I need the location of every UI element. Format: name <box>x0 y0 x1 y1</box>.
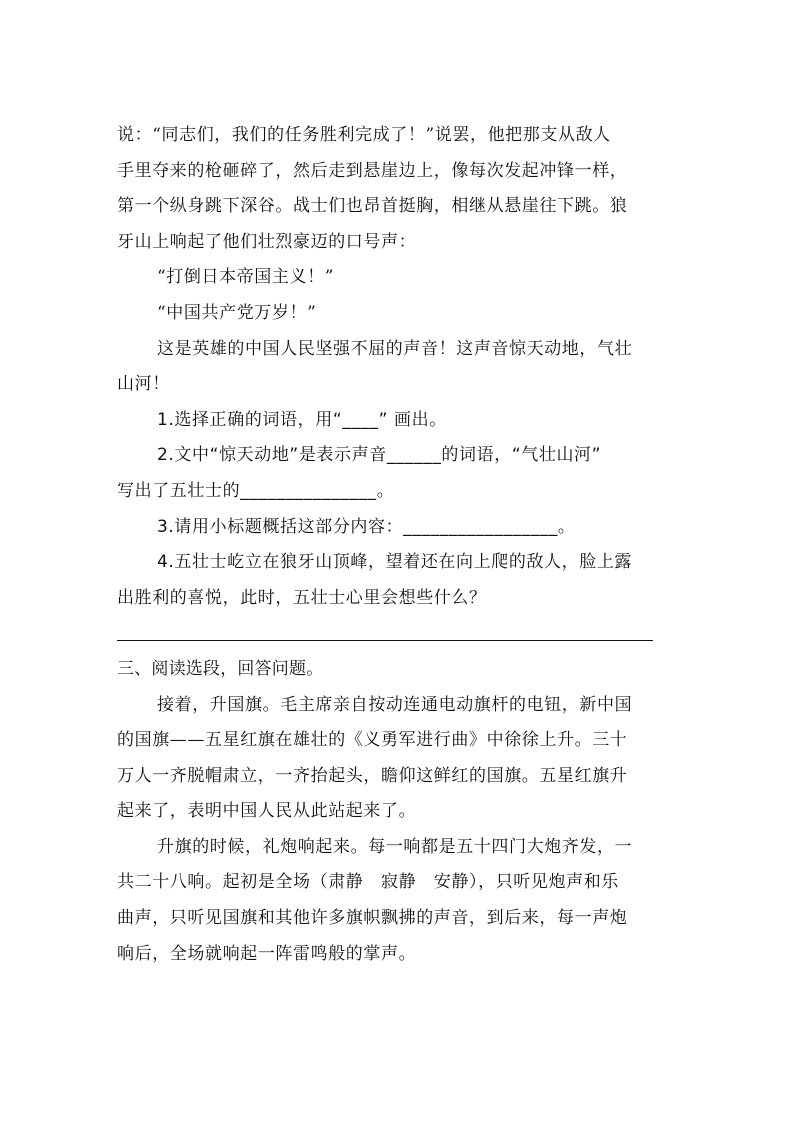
question-4: 4.五壮士屹立在狼牙山顶峰，望着还在向上爬的敌人，脸上露 <box>157 552 633 573</box>
worksheet-page <box>117 118 677 972</box>
question-2: 2.文中“惊天动地”是表示声音______的词语，“气壮山河” <box>157 445 602 466</box>
passage-line: 的国旗——五星红旗在雄壮的《义勇军进行曲》中徐徐上升。三十 <box>117 730 628 751</box>
passage-two <box>117 688 677 973</box>
slogan-two: “中国共产党万岁！” <box>157 302 317 323</box>
question-4-continued: 出胜利的喜悦，此时，五壮士心里会想些什么？ <box>117 587 487 608</box>
passage-line: 起来了，表明中国人民从此站起来了。 <box>117 801 417 822</box>
passage-one <box>117 118 677 403</box>
answer-rule <box>117 640 653 641</box>
slogan-one: “打倒日本帝国主义！” <box>157 267 334 288</box>
section-three-title: 三、阅读选段，回答问题。 <box>117 658 324 679</box>
passage-line: 手里夺来的枪砸碎了，然后走到悬崖边上，像每次发起冲锋一样， <box>117 160 628 181</box>
passage-line: 牙山上响起了他们壮烈豪迈的口号声： <box>117 231 417 252</box>
passage-line: 这是英雄的中国人民坚强不屈的声音！这声音惊天动地，气壮 <box>157 338 633 359</box>
passage-line: 说：“同志们，我们的任务胜利完成了！”说罢，他把那支从敌人 <box>117 125 611 145</box>
passage-line: 共二十八响。起初是全场（肃静 寂静 安静），只听见炮声和乐 <box>117 872 619 893</box>
passage-line: 接着，升国旗。毛主席亲自按动连通电动旗杆的电钮，新中国 <box>157 694 633 715</box>
question-1: 1.选择正确的词语，用“____” 画出。 <box>157 409 447 430</box>
question-3: 3.请用小标题概括这部分内容：_________________。 <box>157 516 576 537</box>
answer-line[interactable] <box>117 616 677 652</box>
passage-line: 山河！ <box>117 374 170 395</box>
passage-line: 第一个纵身跳下深谷。战士们也昂首挺胸，相继从悬崖往下跳。狼 <box>117 196 628 217</box>
questions <box>117 403 677 652</box>
passage-line: 万人一齐脱帽肃立，一齐抬起头，瞻仰这鲜红的国旗。五星红旗升 <box>117 765 628 786</box>
passage-line: 曲声，只听见国旗和其他许多旗帜飘拂的声音，到后来，每一声炮 <box>117 908 628 929</box>
passage-line: 响后，全场就响起一阵雷鸣般的掌声。 <box>117 943 417 964</box>
passage-line: 升旗的时候，礼炮响起来。每一响都是五十四门大炮齐发，一 <box>157 836 633 857</box>
question-2-continued: 写出了五壮士的_______________。 <box>117 480 395 501</box>
